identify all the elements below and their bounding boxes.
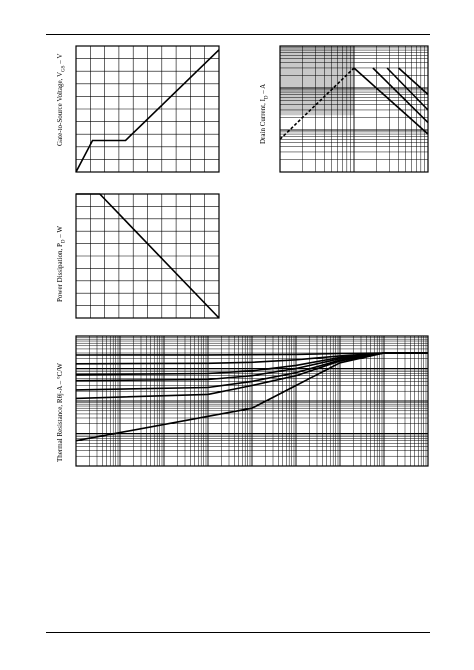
- power-derating-ylabel: [56, 226, 66, 302]
- gate-charge-ylabel: [56, 54, 66, 146]
- header-rule: [46, 34, 430, 35]
- gate-charge-ylabel-sub: GS: [61, 65, 67, 72]
- thermal-resistance-ylabel: [56, 363, 64, 462]
- soa-ylabel-text: Drain Current, I: [259, 99, 267, 144]
- power-derating-chart: [76, 194, 219, 318]
- power-derating-ylabel-sub: D: [61, 239, 67, 244]
- series-line-2: [354, 68, 428, 134]
- series-line-5: [399, 68, 428, 95]
- power-derating-ylabel-text: Power Dissipation, P: [56, 243, 64, 302]
- power-derating-ylabel-unit: – W: [56, 225, 64, 240]
- series-line-3: [373, 68, 428, 123]
- soa-ylabel-unit: – A: [259, 83, 267, 96]
- thermal-resistance-ylabel-text: Thermal Resistance, Rθj-A – °C/W: [56, 363, 64, 462]
- gate-charge-ylabel-unit: – V: [56, 53, 64, 66]
- gate-charge-ylabel-text: Gate-to-Source Voltage, V: [56, 71, 64, 146]
- footer-rule: [46, 632, 430, 633]
- soa-ylabel-sub: D: [264, 95, 270, 100]
- safe-operating-area-chart: [280, 46, 428, 172]
- gate-charge-chart: [76, 46, 219, 172]
- thermal-resistance-chart: [76, 336, 428, 466]
- soa-ylabel: [259, 84, 269, 144]
